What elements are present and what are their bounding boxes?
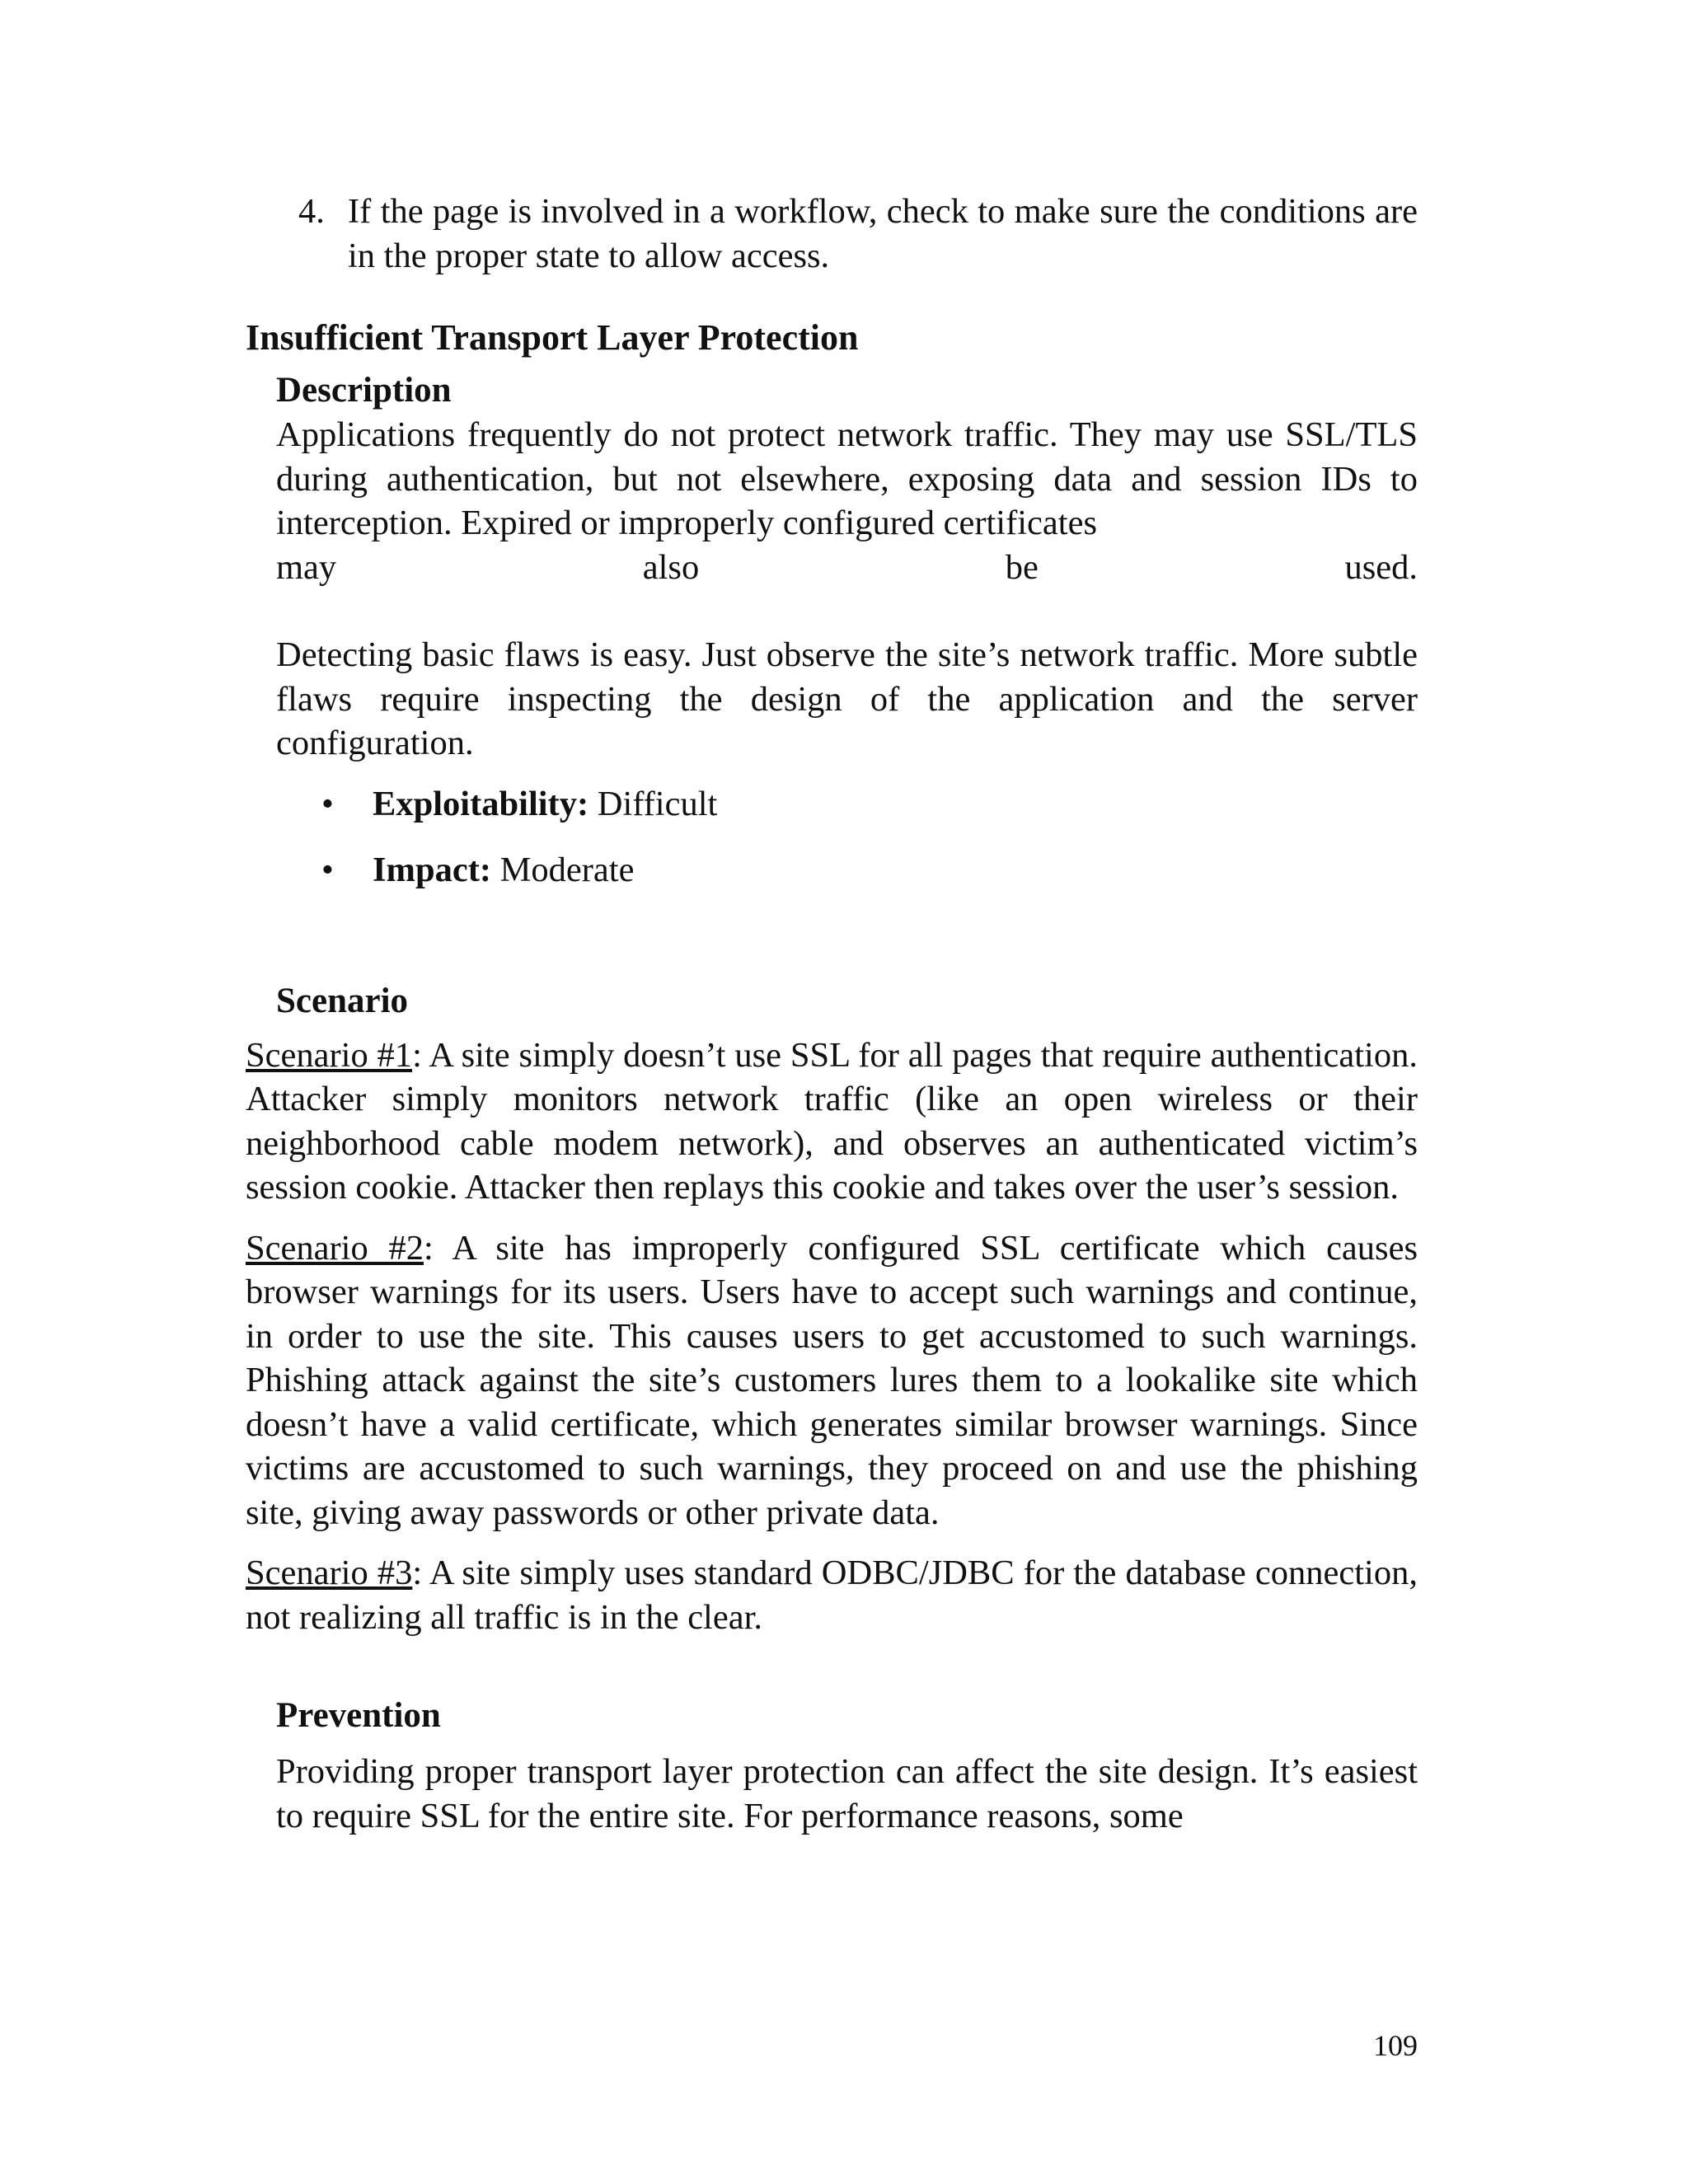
list-item-4 bbox=[298, 190, 1418, 278]
scenario-2 bbox=[246, 1226, 1418, 1535]
scenario-list bbox=[246, 1033, 1418, 1640]
bullet-icon: • bbox=[321, 851, 334, 889]
scenario-separator: : bbox=[424, 1228, 434, 1268]
description-paragraph-1-last-line bbox=[276, 546, 1418, 590]
list-number: 4. bbox=[298, 192, 325, 231]
scenario-label: Scenario #1 bbox=[246, 1035, 413, 1075]
word: be bbox=[1005, 547, 1039, 587]
description-heading: Description bbox=[276, 371, 452, 410]
section-title: Insufficient Transport Layer Protection bbox=[246, 317, 859, 358]
bullet-impact bbox=[321, 848, 1418, 893]
page-number: 109 bbox=[1373, 2029, 1418, 2062]
bullet-icon: • bbox=[321, 784, 334, 823]
word: may bbox=[276, 547, 337, 587]
scenario-separator: : bbox=[412, 1035, 422, 1075]
prevention-heading: Prevention bbox=[276, 1696, 441, 1735]
scenario-1 bbox=[246, 1033, 1418, 1210]
scenario-separator: : bbox=[412, 1554, 423, 1592]
list-item-text: If the page is involved in a workflow, check to make sure the conditions are in the proper state to allow access. bbox=[348, 192, 1418, 275]
description-paragraph-2: Detecting basic flaws is easy. Just observe the site’s network traffic. More subtle flaws require inspecting the design of the application and the server configuration. bbox=[276, 635, 1418, 762]
bullet-label: Impact: bbox=[373, 851, 491, 889]
bullet-label: Exploitability: bbox=[373, 784, 589, 823]
document-page bbox=[246, 190, 1418, 1838]
description-block bbox=[276, 368, 1418, 1024]
scenario-text: A site simply doesn’t use SSL for all pages that require authentication. Attacker simply monitors network traffic (like an open wireless or their neighborhood cable modem network), and observes an authenticated victim’s session cookie. Attacker then replays this cookie and takes over the user’s session. bbox=[246, 1035, 1418, 1207]
scenario-label: Scenario #3 bbox=[246, 1554, 413, 1592]
scenario-text: A site has improperly configured SSL certificate which causes browser warnings for its users. Users have to accept such warnings and continue, in order to use the site. This causes users to get accustomed to such warnings. Phishing attack against the site’s customers lures them to a lookalike site which doesn’t have a valid certificate, which generates similar browser warnings. Since victims are accustomed to such warnings, they proceed on and use the phishing site, giving away passwords or other private data. bbox=[246, 1228, 1418, 1532]
scenario-label: Scenario #2 bbox=[246, 1228, 424, 1268]
risk-bullet-list bbox=[321, 782, 1418, 893]
scenario-text: A site simply uses standard ODBC/JDBC for the database connection, not realizing all traffic is in the clear. bbox=[246, 1554, 1418, 1637]
word: also bbox=[642, 547, 700, 587]
bullet-exploitability bbox=[321, 782, 1418, 827]
bullet-value: Moderate bbox=[499, 851, 635, 889]
scenario-3 bbox=[246, 1551, 1418, 1639]
description-paragraph-1: Applications frequently do not protect network traffic. They may use SSL/TLS during authentication, but not elsewhere, exposing data and session IDs to interception. Expired or improperly configured certificates bbox=[276, 415, 1418, 542]
prevention-block bbox=[276, 1694, 1418, 1838]
scenario-heading: Scenario bbox=[276, 981, 409, 1020]
bullet-value: Difficult bbox=[597, 784, 718, 823]
word: used. bbox=[1344, 547, 1418, 587]
prevention-text: Providing proper transport layer protection can affect the site design. It’s easiest to require SSL for the entire site. For performance reasons, some bbox=[276, 1752, 1418, 1835]
